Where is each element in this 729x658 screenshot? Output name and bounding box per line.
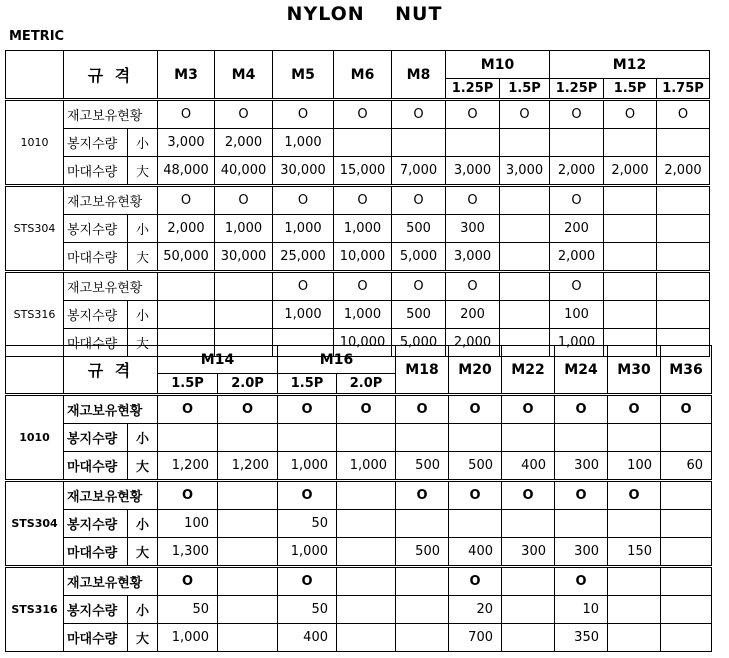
value-cell <box>657 272 710 301</box>
value-cell <box>550 129 604 157</box>
size-header: M36 <box>661 346 712 395</box>
unit-label: 小 <box>128 596 158 624</box>
value-cell <box>500 215 550 243</box>
size-group-header: M14 <box>158 346 278 374</box>
pitch-header: 1.25P <box>550 79 604 100</box>
table-row <box>6 243 710 272</box>
unit-label: 小 <box>128 129 158 157</box>
value-cell: O <box>550 100 604 129</box>
table-row <box>6 215 710 243</box>
value-cell: 1,000 <box>334 215 392 243</box>
value-cell: 500 <box>449 452 502 481</box>
value-cell: 50 <box>158 596 218 624</box>
table-row <box>6 395 712 424</box>
value-cell: 400 <box>278 624 337 652</box>
value-cell: 1,000 <box>273 129 334 157</box>
table-row <box>6 538 712 567</box>
value-cell: O <box>273 100 334 129</box>
row-label: 재고보유현황 <box>64 186 158 215</box>
value-cell <box>215 272 273 301</box>
row-label: 재고보유현황 <box>64 481 158 510</box>
value-cell <box>218 596 278 624</box>
value-cell <box>502 567 555 596</box>
header-row <box>6 346 712 374</box>
value-cell: 500 <box>396 538 449 567</box>
row-label: 봉지수량 <box>64 215 128 243</box>
value-cell: 100 <box>550 301 604 329</box>
value-cell <box>604 272 657 301</box>
value-cell <box>661 567 712 596</box>
value-cell: O <box>446 272 500 301</box>
value-cell: O <box>158 481 218 510</box>
table-row <box>6 481 712 510</box>
value-cell: O <box>273 272 334 301</box>
value-cell <box>218 424 278 452</box>
value-cell: 400 <box>449 538 502 567</box>
value-cell: 3,000 <box>446 243 500 272</box>
table-row <box>6 272 710 301</box>
size-header: M6 <box>334 51 392 100</box>
value-cell: O <box>337 395 396 424</box>
value-cell <box>604 215 657 243</box>
value-cell <box>396 596 449 624</box>
table-row <box>6 424 712 452</box>
value-cell: 200 <box>446 301 500 329</box>
row-label: 봉지수량 <box>64 510 128 538</box>
value-cell <box>657 129 710 157</box>
value-cell <box>337 596 396 624</box>
unit-label: 小 <box>128 215 158 243</box>
table-row <box>6 510 712 538</box>
value-cell: O <box>278 395 337 424</box>
value-cell: 15,000 <box>334 157 392 186</box>
value-cell <box>657 301 710 329</box>
unit-label: 小 <box>128 510 158 538</box>
value-cell: 30,000 <box>215 243 273 272</box>
value-cell <box>337 510 396 538</box>
value-cell: 400 <box>502 452 555 481</box>
value-cell: 3,000 <box>500 157 550 186</box>
table1-body <box>6 51 710 357</box>
value-cell <box>500 243 550 272</box>
metric-table-large <box>5 345 712 652</box>
value-cell: O <box>158 395 218 424</box>
value-cell <box>158 301 215 329</box>
material-label: STS316 <box>6 272 64 357</box>
unit-label: 大 <box>128 329 158 357</box>
value-cell <box>502 510 555 538</box>
value-cell <box>449 510 502 538</box>
value-cell: O <box>500 100 550 129</box>
value-cell: 5,000 <box>392 329 446 357</box>
value-cell <box>657 215 710 243</box>
value-cell: 60 <box>661 452 712 481</box>
value-cell: 2,000 <box>604 157 657 186</box>
size-header: M4 <box>215 51 273 100</box>
size-header: M20 <box>449 346 502 395</box>
page-title: NYLON NUT <box>286 3 443 25</box>
pitch-header: 1.75P <box>657 79 710 100</box>
row-label: 봉지수량 <box>64 596 128 624</box>
table2-body <box>6 346 712 652</box>
value-cell <box>218 624 278 652</box>
unit-label: 小 <box>128 424 158 452</box>
value-cell: 1,200 <box>218 452 278 481</box>
value-cell: O <box>657 100 710 129</box>
spec-header: 규 격 <box>64 346 158 395</box>
value-cell <box>337 424 396 452</box>
value-cell: 500 <box>392 215 446 243</box>
value-cell <box>500 272 550 301</box>
value-cell: 7,000 <box>392 157 446 186</box>
size-header: M8 <box>392 51 446 100</box>
value-cell: 50 <box>278 596 337 624</box>
value-cell: O <box>392 186 446 215</box>
value-cell: 50 <box>278 510 337 538</box>
value-cell <box>449 424 502 452</box>
value-cell <box>337 538 396 567</box>
value-cell <box>661 596 712 624</box>
size-group-header: M12 <box>550 51 710 79</box>
value-cell: 25,000 <box>273 243 334 272</box>
table-row <box>6 452 712 481</box>
value-cell: O <box>218 395 278 424</box>
pitch-header: 2.0P <box>337 374 396 395</box>
unit-label: 大 <box>128 243 158 272</box>
unit-label: 大 <box>128 452 158 481</box>
value-cell <box>396 424 449 452</box>
value-cell <box>608 624 661 652</box>
row-label: 재고보유현황 <box>64 567 158 596</box>
value-cell: 1,300 <box>158 538 218 567</box>
value-cell <box>337 481 396 510</box>
size-header: M18 <box>396 346 449 395</box>
value-cell <box>392 129 446 157</box>
value-cell <box>215 301 273 329</box>
size-header: M5 <box>273 51 334 100</box>
value-cell <box>608 510 661 538</box>
value-cell: 1,000 <box>550 329 604 357</box>
value-cell: 2,000 <box>550 243 604 272</box>
value-cell: O <box>449 567 502 596</box>
material-label: STS304 <box>6 481 64 567</box>
value-cell <box>604 129 657 157</box>
unit-label: 大 <box>128 624 158 652</box>
value-cell: 300 <box>555 538 608 567</box>
row-label: 마대수량 <box>64 329 128 357</box>
value-cell: O <box>555 395 608 424</box>
value-cell: O <box>550 186 604 215</box>
value-cell <box>396 567 449 596</box>
value-cell: O <box>215 186 273 215</box>
value-cell: O <box>550 272 604 301</box>
value-cell: 350 <box>555 624 608 652</box>
value-cell: 1,000 <box>278 538 337 567</box>
value-cell: 1,000 <box>337 452 396 481</box>
value-cell: O <box>502 395 555 424</box>
unit-label: 小 <box>128 301 158 329</box>
value-cell <box>661 624 712 652</box>
table-row <box>6 129 710 157</box>
value-cell <box>608 424 661 452</box>
value-cell <box>218 510 278 538</box>
value-cell: O <box>555 567 608 596</box>
size-header: M22 <box>502 346 555 395</box>
value-cell: O <box>449 481 502 510</box>
value-cell: O <box>334 100 392 129</box>
value-cell: 100 <box>608 452 661 481</box>
value-cell <box>608 567 661 596</box>
value-cell <box>500 301 550 329</box>
value-cell: O <box>334 272 392 301</box>
size-header: M30 <box>608 346 661 395</box>
row-label: 재고보유현황 <box>64 272 158 301</box>
value-cell: 48,000 <box>158 157 215 186</box>
value-cell <box>661 481 712 510</box>
value-cell: O <box>446 186 500 215</box>
material-label: STS304 <box>6 186 64 272</box>
value-cell: 2,000 <box>550 157 604 186</box>
material-label: 1010 <box>6 395 64 481</box>
value-cell: 500 <box>392 301 446 329</box>
value-cell: O <box>608 481 661 510</box>
value-cell: 500 <box>396 452 449 481</box>
row-label: 재고보유현황 <box>64 100 158 129</box>
value-cell: O <box>661 395 712 424</box>
table-row <box>6 567 712 596</box>
value-cell: O <box>396 481 449 510</box>
value-cell: 3,000 <box>158 129 215 157</box>
value-cell: O <box>449 395 502 424</box>
value-cell: O <box>502 481 555 510</box>
value-cell <box>661 510 712 538</box>
table-row <box>6 100 710 129</box>
value-cell <box>657 243 710 272</box>
size-group-header: M16 <box>278 346 396 374</box>
material-label: STS316 <box>6 567 64 652</box>
value-cell: O <box>334 186 392 215</box>
table-row <box>6 186 710 215</box>
value-cell: O <box>278 567 337 596</box>
value-cell: 700 <box>449 624 502 652</box>
value-cell: 2,000 <box>446 329 500 357</box>
pitch-header: 1.5P <box>500 79 550 100</box>
value-cell: O <box>278 481 337 510</box>
value-cell: O <box>215 100 273 129</box>
value-cell: O <box>158 100 215 129</box>
value-cell <box>337 624 396 652</box>
table-row <box>6 596 712 624</box>
value-cell: O <box>396 395 449 424</box>
value-cell <box>334 129 392 157</box>
row-label: 봉지수량 <box>64 301 128 329</box>
value-cell <box>337 567 396 596</box>
value-cell <box>604 301 657 329</box>
value-cell: O <box>555 481 608 510</box>
unit-label: 大 <box>128 538 158 567</box>
value-cell: O <box>392 100 446 129</box>
value-cell: 150 <box>608 538 661 567</box>
value-cell: 30,000 <box>273 157 334 186</box>
value-cell: O <box>604 100 657 129</box>
value-cell: 5,000 <box>392 243 446 272</box>
value-cell: 1,000 <box>215 215 273 243</box>
metric-table-small <box>5 50 710 357</box>
value-cell <box>661 424 712 452</box>
size-header: M3 <box>158 51 215 100</box>
size-header: M24 <box>555 346 608 395</box>
spec-header: 규 격 <box>64 51 158 100</box>
value-cell <box>555 424 608 452</box>
value-cell: 300 <box>446 215 500 243</box>
row-label: 마대수량 <box>64 624 128 652</box>
value-cell: 1,000 <box>334 301 392 329</box>
pitch-header: 1.5P <box>158 374 218 395</box>
pitch-header: 1.5P <box>278 374 337 395</box>
value-cell: 1,200 <box>158 452 218 481</box>
table-row <box>6 157 710 186</box>
row-label: 마대수량 <box>64 157 128 186</box>
value-cell: 40,000 <box>215 157 273 186</box>
value-cell <box>657 186 710 215</box>
value-cell <box>500 129 550 157</box>
value-cell: O <box>273 186 334 215</box>
value-cell: 100 <box>158 510 218 538</box>
pitch-header: 1.5P <box>604 79 657 100</box>
value-cell <box>158 272 215 301</box>
corner-cell <box>6 346 64 395</box>
value-cell <box>218 567 278 596</box>
row-label: 마대수량 <box>64 538 128 567</box>
value-cell: 50,000 <box>158 243 215 272</box>
value-cell: 2,000 <box>215 129 273 157</box>
value-cell: 2,000 <box>158 215 215 243</box>
value-cell: 10,000 <box>334 243 392 272</box>
value-cell <box>396 624 449 652</box>
value-cell: 300 <box>502 538 555 567</box>
value-cell: O <box>392 272 446 301</box>
value-cell: O <box>446 100 500 129</box>
row-label: 봉지수량 <box>64 129 128 157</box>
value-cell: 10 <box>555 596 608 624</box>
value-cell: 1,000 <box>273 215 334 243</box>
section-subtitle: METRIC <box>9 29 65 44</box>
table-row <box>6 301 710 329</box>
value-cell: O <box>158 186 215 215</box>
value-cell <box>278 424 337 452</box>
value-cell: 20 <box>449 596 502 624</box>
table-row <box>6 624 712 652</box>
value-cell <box>446 129 500 157</box>
value-cell <box>218 538 278 567</box>
value-cell: 300 <box>555 452 608 481</box>
value-cell <box>502 424 555 452</box>
value-cell: O <box>608 395 661 424</box>
value-cell: 1,000 <box>278 452 337 481</box>
value-cell <box>218 481 278 510</box>
value-cell: 1,000 <box>273 301 334 329</box>
value-cell <box>604 243 657 272</box>
value-cell <box>502 596 555 624</box>
unit-label: 大 <box>128 157 158 186</box>
value-cell <box>158 424 218 452</box>
material-label: 1010 <box>6 100 64 186</box>
row-label: 봉지수량 <box>64 424 128 452</box>
value-cell <box>396 510 449 538</box>
row-label: 마대수량 <box>64 452 128 481</box>
row-label: 재고보유현황 <box>64 395 158 424</box>
pitch-header: 2.0P <box>218 374 278 395</box>
value-cell: O <box>158 567 218 596</box>
value-cell <box>608 596 661 624</box>
value-cell: 1,000 <box>158 624 218 652</box>
size-group-header: M10 <box>446 51 550 79</box>
value-cell: 200 <box>550 215 604 243</box>
header-row <box>6 51 710 79</box>
value-cell <box>604 186 657 215</box>
row-label: 마대수량 <box>64 243 128 272</box>
value-cell <box>661 538 712 567</box>
value-cell: 2,000 <box>657 157 710 186</box>
value-cell: 3,000 <box>446 157 500 186</box>
value-cell <box>555 510 608 538</box>
value-cell <box>500 186 550 215</box>
value-cell <box>502 624 555 652</box>
value-cell: 10,000 <box>334 329 392 357</box>
corner-cell <box>6 51 64 100</box>
pitch-header: 1.25P <box>446 79 500 100</box>
